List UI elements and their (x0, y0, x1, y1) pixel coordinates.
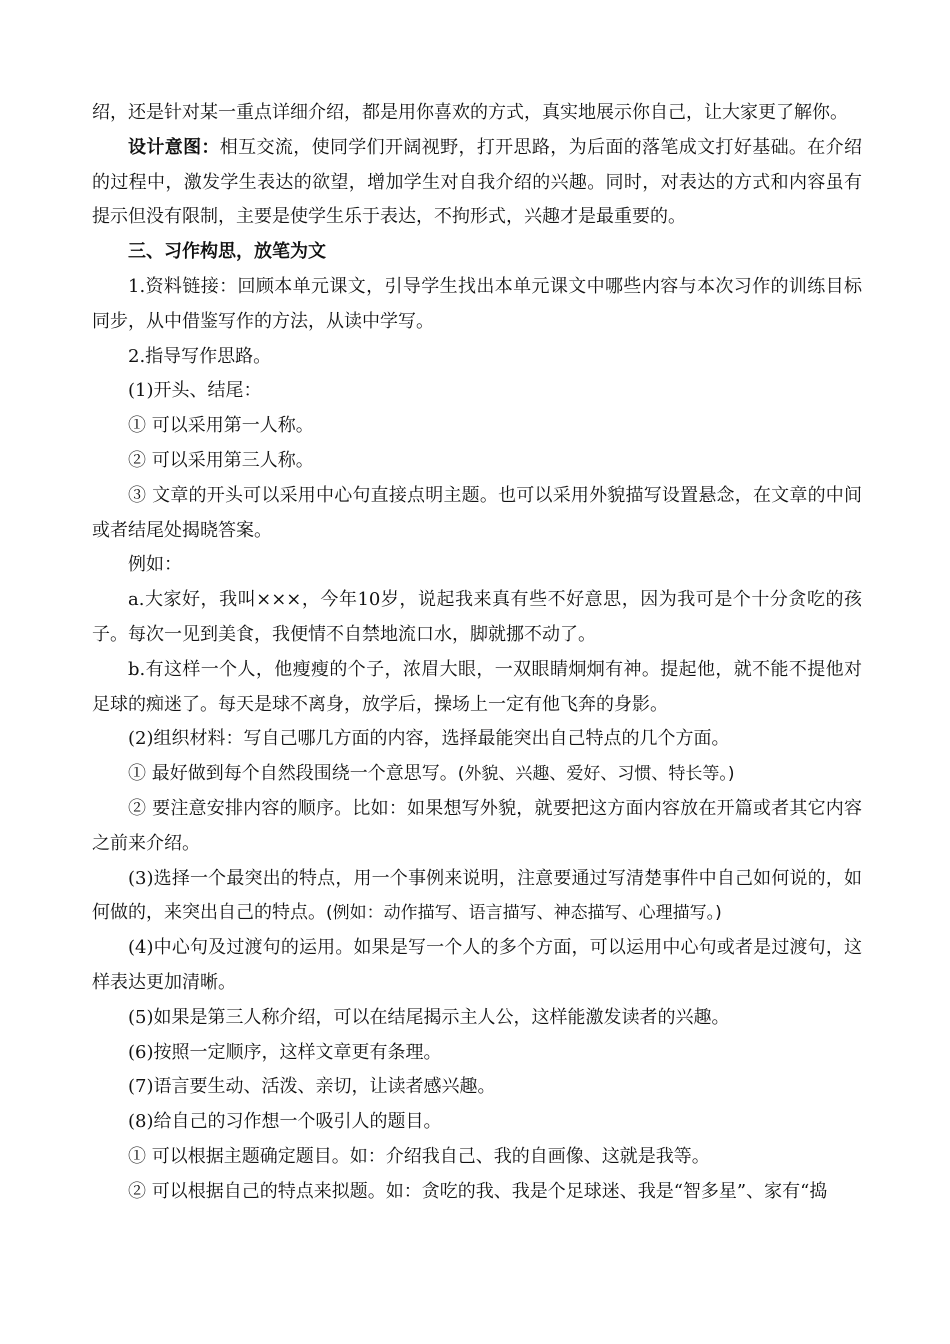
paragraph-example-b: b.有这样一个人，他瘦瘦的个子，浓眉大眼，一双眼睛炯炯有神。提起他，就不能不提他对足球的痴迷了。每天是球不离身，放学后，操场上一定有他飞奔的身影。 (92, 658, 862, 715)
paragraph-one-idea (92, 757, 862, 792)
paragraph-third-person-reveal: (5)如果是第三人称介绍，可以在结尾揭示主人公，这样能激发读者的兴趣。 (128, 1006, 730, 1028)
paragraph-order: (6)按照一定顺序，这样文章更有条理。 (128, 1041, 442, 1063)
paragraph-design-intent (92, 131, 862, 235)
paragraph-title-by-theme: ① 可以根据主题确定题目。如：介绍我自己、我的自画像、这就是我等。 (128, 1145, 710, 1167)
paragraph-title-by-feature: ② 可以根据自己的特点来拟题。如：贪吃的我、我是个足球迷、我是“智多星”、家有“捣 (128, 1180, 828, 1202)
paragraph-central-sentence: (4)中心句及过渡句的运用。如果是写一个人的多个方面，可以运用中心句或者是过渡句，这样表达更加清晰。 (92, 937, 862, 993)
key-feature-text: (3)选择一个最突出的特点，用一个事例来说明，注意要通过写清楚事件中自己如何说的，如何做的，来突出自己的特点。 (92, 867, 862, 924)
paragraph-writing-guide: 2.指导写作思路。 (128, 345, 272, 367)
paragraph-organize-material: (2)组织材料：写自己哪几方面的内容，选择最能突出自己特点的几个方面。 (128, 728, 730, 750)
paragraph-opening-method: ③ 文章的开头可以采用中心句直接点明主题。也可以采用外貌描写设置悬念，在文章的中间或者结尾处揭晓答案。 (92, 484, 862, 541)
paragraph-example-a: a.大家好，我叫×××，今年10岁，说起我来真有些不好意思，因为我可是个十分贪吃的孩子。每次一见到美食，我便情不自禁地流口水，脚就挪不动了。 (92, 589, 862, 645)
section-heading: 三、习作构思，放笔为文 (128, 241, 326, 263)
paragraph-intro-end: 绍，还是针对某一重点详细介绍，都是用你喜欢的方式，真实地展示你自己，让大家更了解你。 (92, 102, 848, 123)
design-intent-text: 相互交流，使同学们开阔视野，打开思路，为后面的落笔成文打好基础。在介绍的过程中，激发学生表达的欲望，增加学生对自我介绍的兴趣。同时，对表达的方式和内容虽有提示但没有限制，主要是使学生乐于表达，不拘形式，兴趣才是最重要的。 (92, 136, 862, 228)
one-idea-text: ① 最好做到每个自然段围绕一个意思写。 (128, 763, 458, 785)
one-idea-aspects: (外貌、兴趣、爱好、习惯、特长等。) (457, 764, 735, 785)
paragraph-example-label: 例如： (128, 554, 182, 576)
paragraph-key-feature (92, 862, 862, 932)
paragraph-content-order: ② 要注意安排内容的顺序。比如：如果想写外貌，就要把这方面内容放在开篇或者其它内容之前来介绍。 (92, 797, 862, 854)
paragraph-language: (7)语言要生动、活泼、亲切，让读者感兴趣。 (128, 1076, 496, 1098)
document-page (92, 96, 862, 1210)
paragraph-resource-link: 1.资料链接：回顾本单元课文，引导学生找出本单元课文中哪些内容与本次习作的训练目标同步，从中借鉴写作的方法，从读中学写。 (92, 275, 862, 332)
key-feature-examples: (例如：动作描写、语言描写、神态描写、心理描写。) (326, 903, 722, 924)
paragraph-first-person: ① 可以采用第一人称。 (128, 415, 314, 437)
paragraph-title-tip: (8)给自己的习作想一个吸引人的题目。 (128, 1111, 442, 1133)
paragraph-third-person: ② 可以采用第三人称。 (128, 449, 314, 471)
paragraph-opening-ending: (1)开头、结尾： (128, 380, 262, 402)
design-intent-label: 设计意图： (128, 136, 220, 158)
